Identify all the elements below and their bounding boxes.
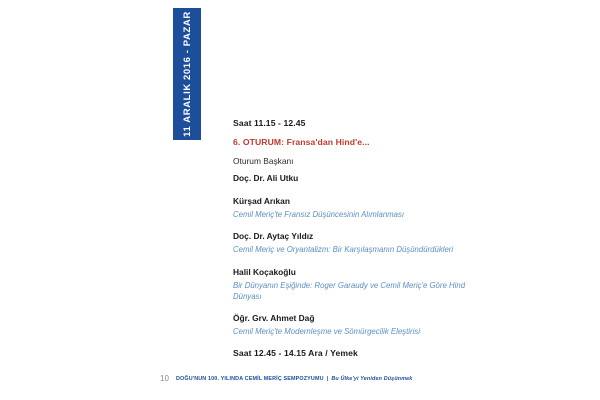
list-item xyxy=(233,267,483,303)
list-item xyxy=(233,313,483,337)
speaker-name: Öğr. Grv. Ahmet Dağ xyxy=(233,313,315,324)
chair-label: Oturum Başkanı xyxy=(233,156,294,166)
list-item xyxy=(233,196,483,220)
page-footer xyxy=(160,374,460,383)
session-title: 6. OTURUM: Fransa'dan Hind'e... xyxy=(233,137,370,147)
break-time-line: Saat 12.45 - 14.15 Ara / Yemek xyxy=(233,348,358,359)
paper-title: Cemil Meriç'te Modernleşme ve Sömürgecilik Eleştirisi xyxy=(233,327,420,337)
list-item xyxy=(233,231,483,255)
footer-subtitle: Bu Ülke'yi Yeniden Düşünmek xyxy=(331,375,413,382)
paper-title: Cemil Meriç ve Oryantalizm: Bir Karşılaşmanın Düşündürdükleri xyxy=(233,245,454,255)
footer-separator: | xyxy=(326,375,329,382)
page-number: 10 xyxy=(160,374,169,383)
program-content xyxy=(233,118,483,358)
date-tab-label: 11 ARALIK 2016 - PAZAR xyxy=(181,11,193,137)
date-tab xyxy=(173,8,201,140)
paper-title: Bir Dünyanın Eşiğinde: Roger Garaudy ve Cemil Meriç'e Göre Hind Dünyası xyxy=(233,280,466,301)
speaker-name: Kürşad Arıkan xyxy=(233,196,290,206)
speaker-name: Doç. Dr. Aytaç Yıldız xyxy=(233,231,314,242)
session-time-header: Saat 11.15 - 12.45 xyxy=(233,118,306,128)
speaker-name: Halil Koçakoğlu xyxy=(233,266,296,277)
paper-title: Cemil Meriç'te Fransız Düşüncesinin Alımlanması xyxy=(233,210,405,219)
footer-title: DOĞU'NUN 100. YILINDA CEMİL MERİÇ SEMPOZYUMU xyxy=(176,375,324,382)
chair-name: Doç. Dr. Ali Utku xyxy=(233,173,299,183)
